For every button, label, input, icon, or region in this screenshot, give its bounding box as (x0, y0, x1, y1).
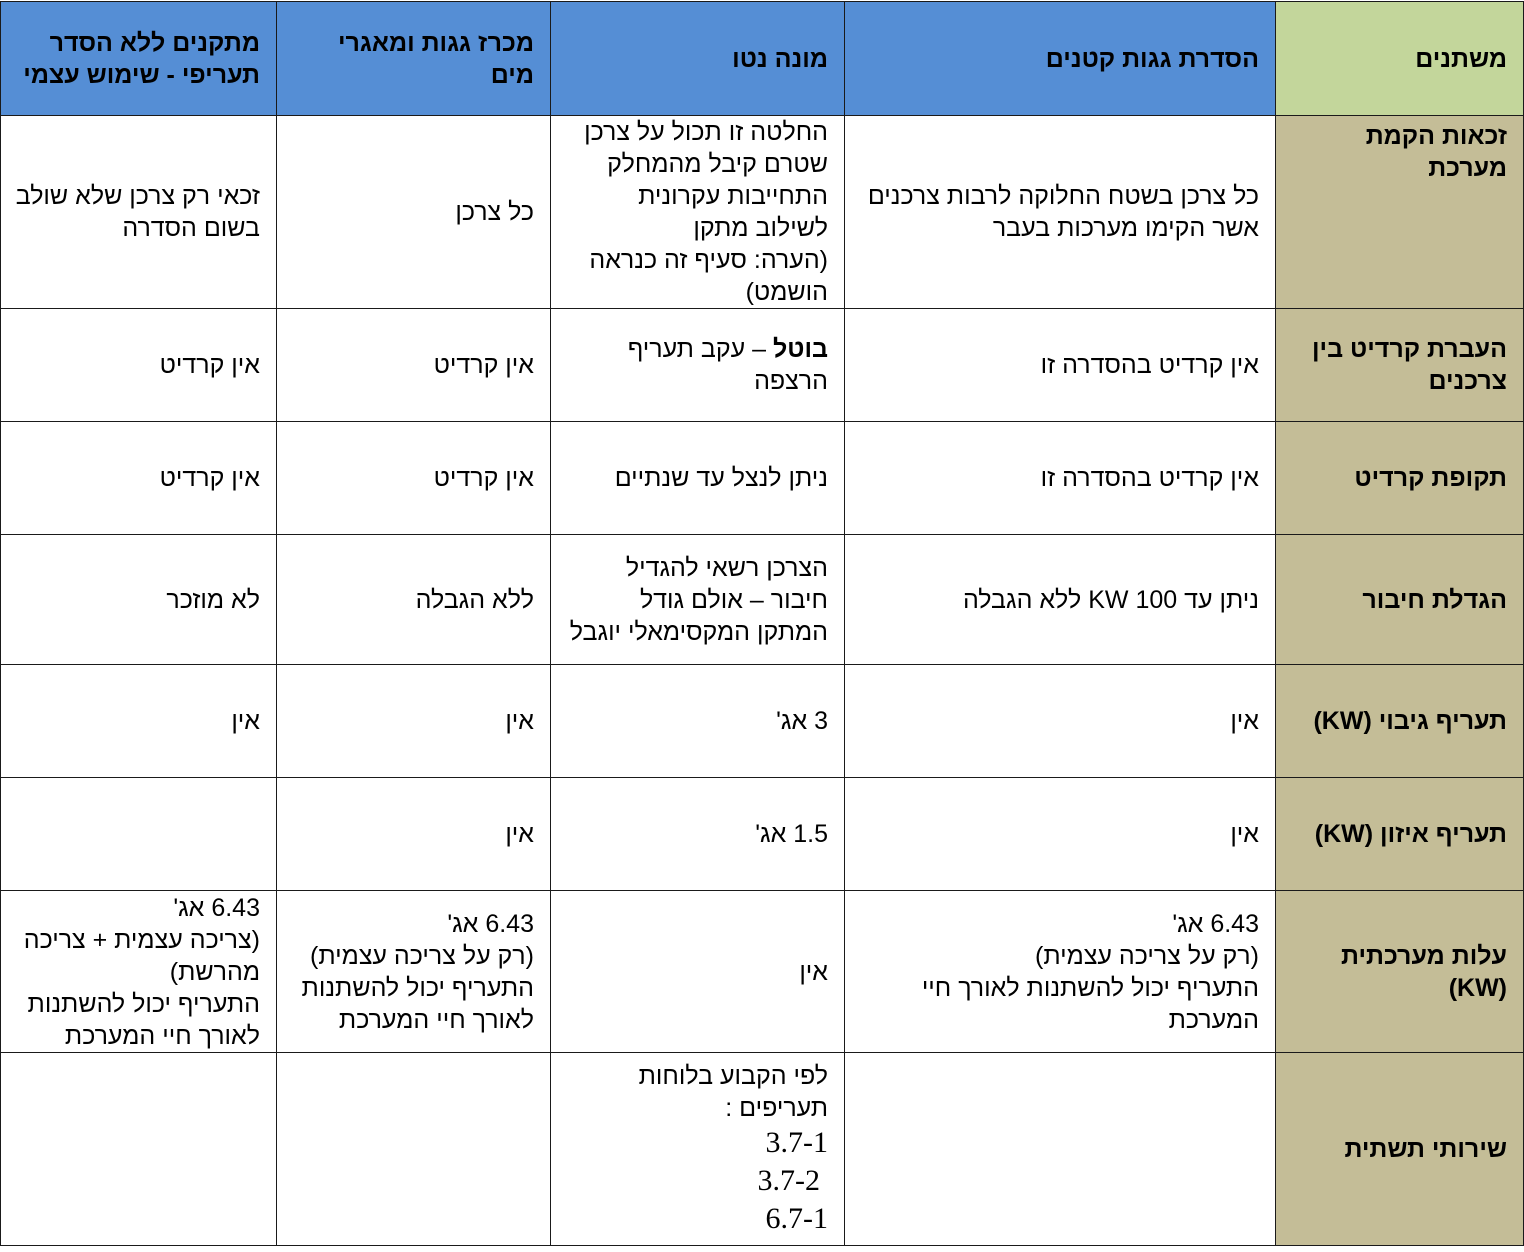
cell-net-meter: הצרכן רשאי להגדיל חיבור – אולם גודל המתקן המקסימאלי יוגבל (551, 535, 845, 665)
header-tender: מכרז גגות ומאגרי מים (277, 2, 551, 116)
cell-tender: ללא הגבלה (277, 535, 551, 665)
cell-tender: כל צרכן (277, 116, 551, 309)
cell-tender: 6.43 אג' (רק על צריכה עצמית) התעריף יכול להשתנות לאורך חיי המערכת (277, 891, 551, 1053)
cell-net-meter (551, 309, 845, 422)
table-row (1, 1053, 1524, 1246)
cell-self-use (1, 778, 277, 891)
table-row (1, 778, 1524, 891)
row-label: זכאות הקמת מערכת (1276, 116, 1524, 309)
row-label: הגדלת חיבור (1276, 535, 1524, 665)
cell-net-meter: ניתן לנצל עד שנתיים (551, 422, 845, 535)
cell-tender: אין קרדיט (277, 309, 551, 422)
cancelled-reason: – עקב תעריף הרצפה (627, 335, 828, 395)
header-self-use: מתקנים ללא הסדר תעריפי - שימוש עצמי (1, 2, 277, 116)
cell-net-meter: החלטה זו תכול על צרכן שטרם קיבל מהמחלק התחייבות עקרונית לשילוב מתקן (הערה: סעיף זה כנראה הושמט) (551, 116, 845, 309)
cell-self-use (1, 1053, 277, 1246)
cell-self-use: אין קרדיט (1, 309, 277, 422)
cell-tender (277, 1053, 551, 1246)
table-row (1, 309, 1524, 422)
table-row (1, 665, 1524, 778)
cell-small-roofs: אין (845, 665, 1276, 778)
cell-self-use: זכאי רק צרכן שלא שולב בשום הסדרה (1, 116, 277, 309)
comparison-table (0, 1, 1524, 1246)
cell-small-roofs: 6.43 אג' (רק על צריכה עצמית) התעריף יכול להשתנות לאורך חיי המערכת (845, 891, 1276, 1053)
cell-small-roofs (845, 1053, 1276, 1246)
row-label: עלות מערכתית (KW) (1276, 891, 1524, 1053)
tariff-table-ref: 6.7-1 (765, 1202, 828, 1235)
row-label: תעריף איזון (KW) (1276, 778, 1524, 891)
table-row (1, 891, 1524, 1053)
tariff-table-ref: 3.7-1 (765, 1126, 828, 1159)
cell-tender: אין (277, 665, 551, 778)
cell-self-use: אין קרדיט (1, 422, 277, 535)
tariff-tables-intro: לפי הקבוע בלוחות תעריפים : (638, 1062, 828, 1122)
cell-net-meter: אין (551, 891, 845, 1053)
cell-net-meter (551, 1053, 845, 1246)
row-label: שירותי תשתית (1276, 1053, 1524, 1246)
cell-small-roofs: אין קרדיט בהסדרה זו (845, 309, 1276, 422)
header-variables: משתנים (1276, 2, 1524, 116)
cell-tender: אין קרדיט (277, 422, 551, 535)
cell-small-roofs: כל צרכן בשטח החלוקה לרבות צרכנים אשר הקימו מערכות בעבר (845, 116, 1276, 309)
cell-net-meter: 1.5 אג' (551, 778, 845, 891)
cell-small-roofs: אין קרדיט בהסדרה זו (845, 422, 1276, 535)
header-row (1, 2, 1524, 116)
cell-net-meter: 3 אג' (551, 665, 845, 778)
header-small-roofs: הסדרת גגות קטנים (845, 2, 1276, 116)
table-row (1, 535, 1524, 665)
header-net-meter: מונה נטו (551, 2, 845, 116)
cell-self-use: אין (1, 665, 277, 778)
cell-self-use: לא מוזכר (1, 535, 277, 665)
row-label: העברת קרדיט בין צרכנים (1276, 309, 1524, 422)
row-label: תעריף גיבוי (KW) (1276, 665, 1524, 778)
cancelled-label: בוטל (772, 335, 828, 363)
cell-self-use: 6.43 אג' (צריכה עצמית + צריכה מהרשת) התעריף יכול להשתנות לאורך חיי המערכת (1, 891, 277, 1053)
cell-small-roofs: ניתן עד 100 KW ללא הגבלה (845, 535, 1276, 665)
table-row (1, 422, 1524, 535)
cell-tender: אין (277, 778, 551, 891)
row-label: תקופת קרדיט (1276, 422, 1524, 535)
cell-small-roofs: אין (845, 778, 1276, 891)
table-row (1, 116, 1524, 309)
tariff-table-ref: 3.7-2 (757, 1164, 820, 1197)
